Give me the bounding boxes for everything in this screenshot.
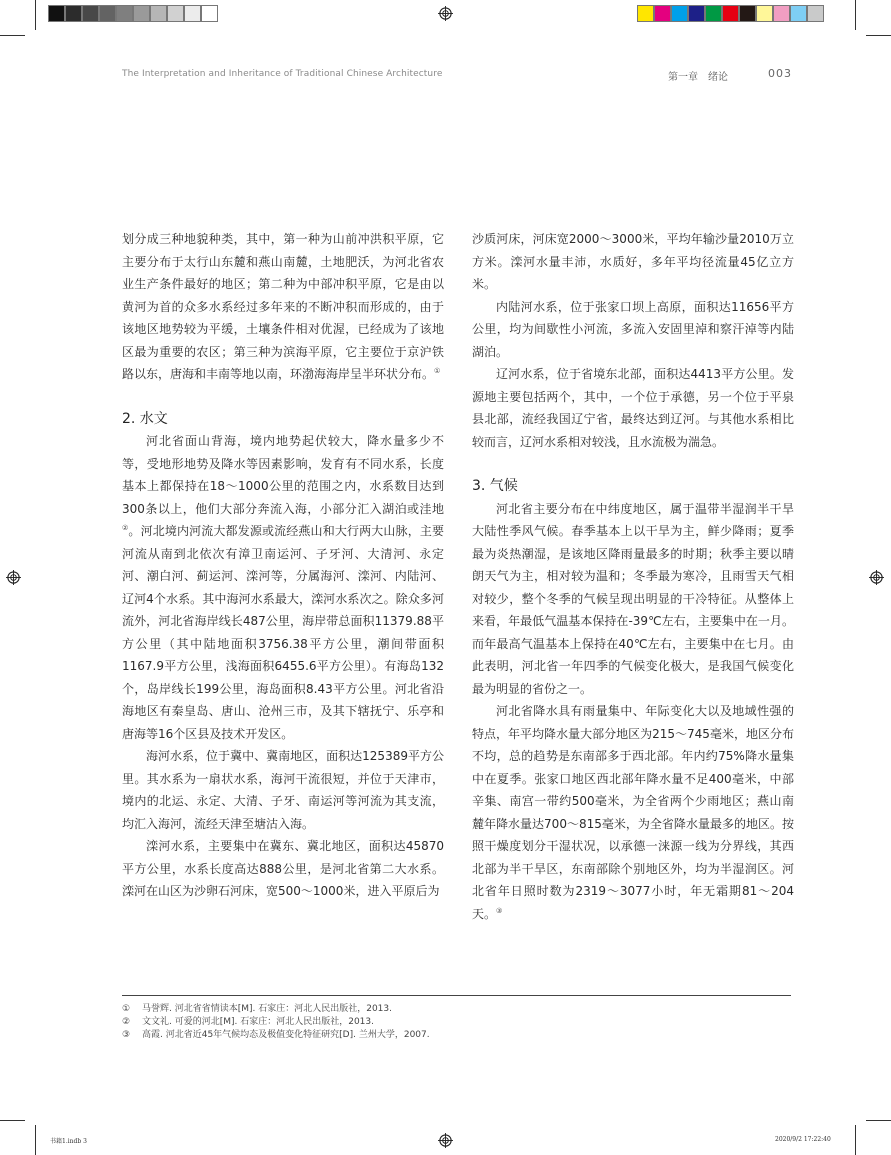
crop-mark [35, 1125, 36, 1155]
paragraph: 河北省面山背海，境内地势起伏较大，降水量多少不等，受地形地势及降水等因素影响，发育有不同水系，长度基本上都保持在18～1000公里的范围之内，水系数目达到300条以上，他们大部分奔流入海，小部分汇入湖泊或洼地②。河北境内河流大都发源或流经燕山和大行两大山脉，主要河流从南到北依次有漳卫南运河、子牙河、大清河、永定河、潮白河、蓟运河、滦河等，分属海河、滦河、内陆河、辽河4个水系。其中海河水系最大，滦河水系次之。除众多河流外，河北省海岸线长487公里，海岸带总面积11379.88平方公里（其中陆地面积3756.38平方公里，潮间带面积1167.9平方公里，浅海面积6455.6平方公里）。有海岛132个，岛岸线长199公里，海岛面积8.43平方公里。河北省沿海地区有秦皇岛、唐山、沧州三市，及其下辖抚宁、乐亭和唐海等16个区县及技术开发区。 [122, 434, 444, 741]
color-swatch [739, 5, 756, 22]
registration-mark-icon [438, 6, 453, 21]
gray-color-bar [48, 5, 218, 22]
cmyk-color-bar [637, 5, 824, 22]
color-swatch [773, 5, 790, 22]
footnote-ref: ① [434, 367, 441, 375]
running-head-chapter: 第一章 绪论 [668, 72, 728, 83]
footnote-ref: ③ [496, 906, 503, 915]
crop-mark [855, 1125, 856, 1155]
registration-mark-icon [6, 570, 21, 585]
slug-date: 2020/9/2 17:22:40 [775, 1136, 831, 1143]
color-swatch [705, 5, 722, 22]
page-number: 003 [768, 67, 792, 80]
paragraph: 河北省主要分布在中纬度地区，属于温带半湿润半干旱大陆性季风气候。春季基本上以干旱为主，鲜少降雨；夏季最为炎热潮湿，是该地区降雨量最多的时期；秋季主要以晴朗天气为主，相对较为温和；冬季最为寒冷，且雨雪天气相对较少，整个冬季的气候呈现出明显的干冷特征。从整体上来看，年最低气温基本保持在-39℃左右，主要集中在一月。而年最高气温基本上保持在40℃左右，主要集中在七月。由此表明，河北省一年四季的气候变化极大，是我国气候变化最为明显的省份之一。 [472, 501, 794, 696]
crop-mark [866, 1120, 891, 1121]
color-swatch [637, 5, 654, 22]
paragraph: 内陆河水系，位于张家口坝上高原，面积达11656平方公里，均为间歇性小河流，多流入安固里淖和察汗淖等内陆湖泊。 [472, 299, 794, 359]
color-swatch [150, 5, 167, 22]
color-swatch [116, 5, 133, 22]
paragraph: 沙质河床，河床宽2000～3000米，平均年输沙量2010万立方米。滦河水量丰沛，水质好，多年平均径流量45亿立方米。 [472, 232, 794, 291]
color-swatch [756, 5, 773, 22]
paragraph: 辽河水系，位于省境东北部，面积达4413平方公里。发源地主要包括两个，其中，一个位于承德，另一个位于平泉县北部，流经我国辽宁省，最终达到辽河。与其他水系相比较而言，辽河水系相对较浅，且水流极为湍急。 [472, 367, 794, 449]
registration-mark-icon [438, 1133, 453, 1148]
color-swatch [133, 5, 150, 22]
registration-mark-icon [869, 570, 884, 585]
crop-mark [0, 1120, 25, 1121]
section-heading-climate: 3. 气候 [472, 478, 518, 494]
color-swatch [722, 5, 739, 22]
crop-mark [0, 35, 25, 36]
section-heading-hydrology: 2. 水文 [122, 410, 168, 427]
paragraph: 海河水系，位于冀中、冀南地区，面积达125389平方公里。其水系为一扇状水系，海河干流很短，并位于天津市，境内的北运、永定、大清、子牙、南运河等河流为其支流，均汇入海河，流经天津至塘沽入海。 [122, 749, 444, 831]
crop-mark [35, 0, 36, 30]
color-swatch [807, 5, 824, 22]
color-swatch [82, 5, 99, 22]
slug-file: 书籍1.indb 3 [50, 1138, 87, 1145]
color-swatch [48, 5, 65, 22]
crop-mark [855, 0, 856, 30]
left-column [122, 228, 444, 903]
footnote-rule [122, 995, 791, 996]
paragraph: 河北省降水具有雨量集中、年际变化大以及地域性强的特点，年平均降水量大部分地区为215～745毫米，地区分布不均，总的趋势是东南部多于西北部。年内约75%降水量集中在夏季。张家口地区西北部年降水量不足400毫米，中部辛集、南宫一带约500毫米，为全省两个少雨地区；燕山南麓年降水量达700～815毫米，为全省降水量最多的地区。按照干燥度划分干湿状况，以承德一涞源一线为分界线，其西北部为半干旱区，东南部除个别地区外，均为半湿润区。河北省年日照时数为2319～3077小时，年无霜期81～204天。③ [472, 704, 794, 921]
paragraph: 划分成三种地貌种类，其中，第一种为山前冲洪积平原，它主要分布于太行山东麓和燕山南麓，土地肥沃，为河北省农业生产条件最好的地区；第二种为中部冲积平原，它是由以黄河为首的众多水系经过多年来的不断冲积而形成的，由于该地区地势较为平缓，土壤条件相对优渥，已经成为了该地区最为重要的农区；第三种为滨海平原，它主要位于京沪铁路以东，唐海和丰南等地以南，环渤海海岸呈半环状分布。① [122, 232, 444, 381]
footnotes [122, 1003, 430, 1042]
footnote: ① 马誉辉. 河北省省情读本[M]. 石家庄：河北人民出版社，2013. [122, 1004, 392, 1014]
crop-mark [866, 35, 891, 36]
color-swatch [654, 5, 671, 22]
color-swatch [167, 5, 184, 22]
color-swatch [790, 5, 807, 22]
color-swatch [65, 5, 82, 22]
footnote: ② 文文礼. 可爱的河北[M]. 石家庄：河北人民出版社，2013. [122, 1017, 374, 1027]
color-swatch [671, 5, 688, 22]
right-column [472, 228, 794, 925]
color-swatch [688, 5, 705, 22]
footnote-ref: ② [122, 524, 129, 532]
paragraph: 滦河水系，主要集中在冀东、冀北地区，面积达45870平方公里，水系长度高达888公里，是河北省第二大水系。滦河在山区为沙卵石河床，宽500～1000米，进入平原后为 [122, 839, 444, 898]
color-swatch [184, 5, 201, 22]
footnote: ③ 高霞. 河北省近45年气候均态及极值变化特征研究[D]. 兰州大学，2007. [122, 1030, 430, 1040]
color-swatch [99, 5, 116, 22]
color-swatch [201, 5, 218, 22]
running-head-english: The Interpretation and Inheritance of Traditional Chinese Architecture [122, 69, 443, 79]
